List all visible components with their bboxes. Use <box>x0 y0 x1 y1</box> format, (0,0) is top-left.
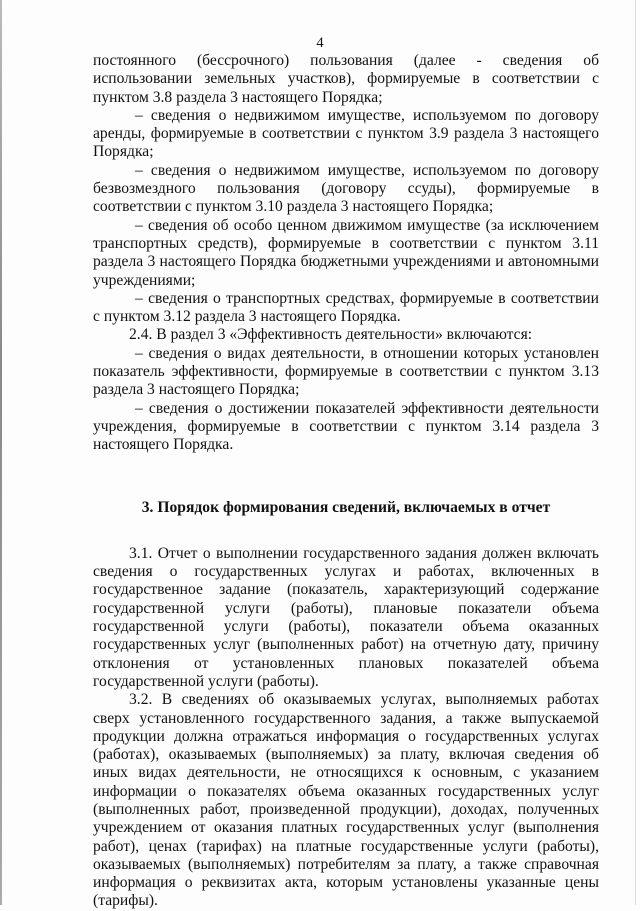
list-item-movable-property: – сведения об особо ценном движимом имуществе (за исключением транспортных средств), формируемые в соответствии с пунктом 3.11 раздела 3 настоящего Порядка бюджетными учреждениями и автономными учреждениями; <box>93 216 599 289</box>
paragraph-continuation: постоянного (бессрочного) пользования (далее - сведения об использовании земельных участков), формируемые в соответствии с пунктом 3.8 раздела 3 настоящего Порядка; <box>93 52 599 106</box>
list-item-free-use: – сведения о недвижимом имуществе, используемом по договору безвозмездного пользования (договору ссуды), формируемые в соответствии с пунктом 3.10 раздела 3 настоящего Порядка; <box>93 161 599 216</box>
clause-3-1: 3.1. Отчет о выполнении государственного задания должен включать сведения о государственных услугах и работах, включенных в государственное задание (показатель, характеризующий содержание государственной услуги (работы), плановые показатели объема государственной услуги (работы), показатели объема оказанных государственных услуг (выполненных работ) на отчетную дату, причину отклонения от установленных плановых показателей объема государственной услуги (работы). <box>93 544 599 690</box>
list-item-vehicles: – сведения о транспортных средствах, формируемые в соответствии с пунктом 3.12 раздела 3 настоящего Порядка. <box>93 289 599 326</box>
list-item-activity-types: – сведения о видах деятельности, в отношении которых установлен показатель эффективности, формируемые в соответствии с пунктом 3.13 раздела 3 настоящего Порядка; <box>93 344 599 399</box>
scan-left-edge <box>0 0 2 905</box>
document-body <box>93 52 599 911</box>
list-item-lease: – сведения о недвижимом имуществе, используемом по договору аренды, формируемые в соответствии с пунктом 3.9 раздела 3 настоящего Порядка; <box>93 106 599 161</box>
clause-2-4: 2.4. В раздел 3 «Эффективность деятельности» включаются: <box>129 326 533 344</box>
clause-3-2: 3.2. В сведениях об оказываемых услугах, выполняемых работах сверх установленного государственного задания, а также выпускаемой продукции должна отражаться информация о государственных услугах (работах), оказываемых (выполняемых) за плату, включая сведения об иных видах деятельности, не относящихся к основным, с указанием информации о показателях объема оказанных государственных услуг (выполненных работ, произведенной продукции), доходах, полученных учреждением от оказания платных государственных услуг (выполнения работ), ценах (тарифах) на платные государственные услуги (работы), оказываемых (выполняемых) потребителям за плату, а также справочная информация о реквизитах акта, которым установлены указанные цены (тарифы). <box>93 691 599 910</box>
list-item-efficiency-indicators: – сведения о достижении показателей эффективности деятельности учреждения, формируемые в соответствии с пунктом 3.14 раздела 3 настоящего Порядка. <box>93 399 599 454</box>
page-number: 4 <box>316 35 324 51</box>
section-title: 3. Порядок формирования сведений, включаемых в отчет <box>141 498 551 516</box>
scan-right-edge <box>635 0 636 905</box>
